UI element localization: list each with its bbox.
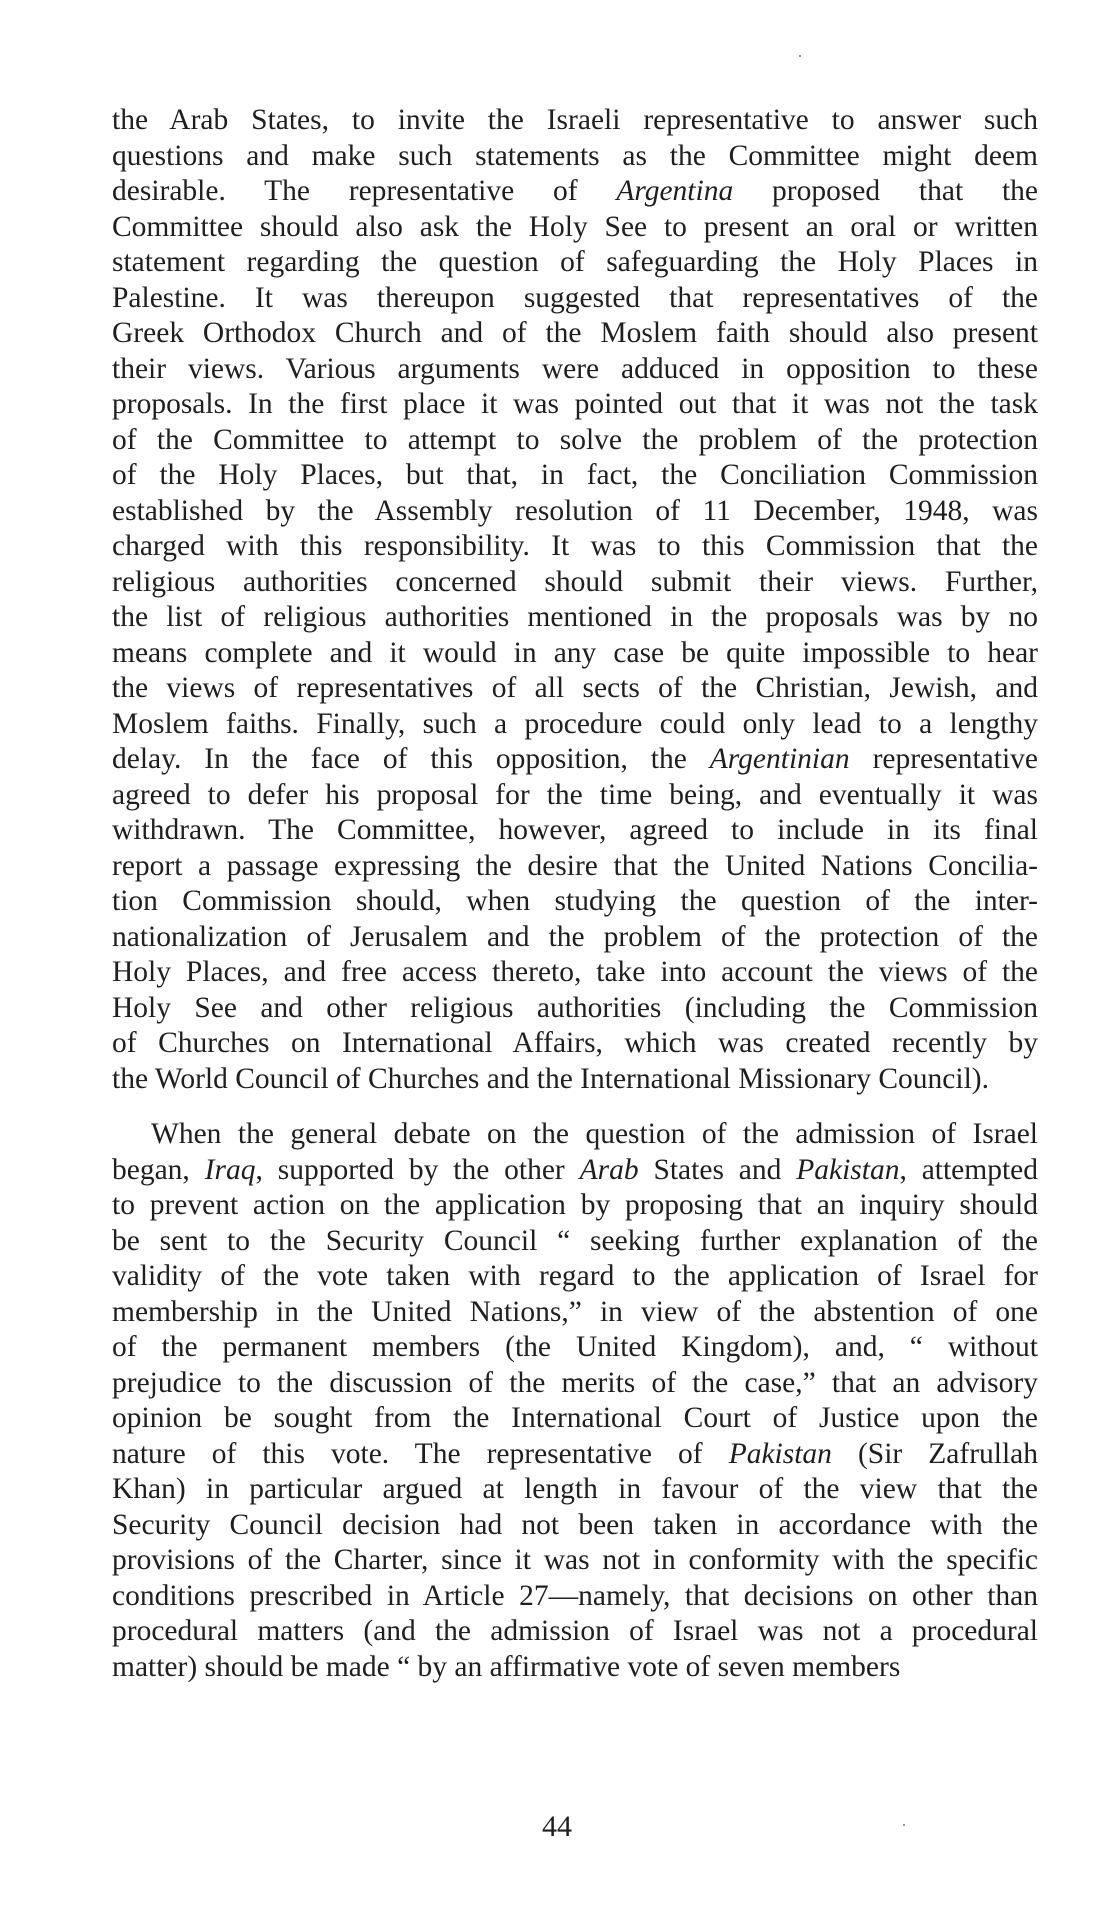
text-line: opinion be sought from the International Court of Justice upon the — [112, 1402, 1038, 1434]
paper-speck — [799, 55, 801, 57]
text-line: tion Commission should, when studying the question of the inter- — [112, 885, 1038, 917]
page-number: 44 — [542, 1810, 572, 1843]
text-line: religious authorities concerned should submit their views. Further, — [112, 565, 1038, 598]
text-line: means complete and it would in any case be quite impossible to hear — [112, 636, 1038, 669]
text-line: Palestine. It was thereupon suggested that representatives of the — [112, 281, 1038, 314]
text-line: When the general debate on the question of the admission of Israel — [151, 1118, 1038, 1150]
text-line: Khan) in particular argued at length in favour of the view that the — [112, 1473, 1038, 1505]
paragraph-2 — [112, 1117, 1038, 1685]
text-line: desirable. The representative of Argentina proposed that the — [112, 175, 1038, 207]
text-line: membership in the United Nations,” in view of the abstention of one — [112, 1295, 1038, 1328]
text-line: the list of religious authorities mentioned in the proposals was by no — [112, 601, 1038, 633]
paragraph-gap — [112, 1097, 1038, 1117]
text-line: proposals. In the first place it was pointed out that it was not the task — [112, 388, 1038, 420]
text-line: the views of representatives of all sects of the Christian, Jewish, and — [112, 672, 1038, 704]
text-line: Holy Places, and free access thereto, take into account the views of the — [112, 956, 1038, 988]
text-line: of the Holy Places, but that, in fact, the Conciliation Commission — [112, 459, 1038, 491]
text-line: Committee should also ask the Holy See to present an oral or written — [112, 210, 1038, 243]
text-line: of the Committee to attempt to solve the problem of the protection — [112, 423, 1038, 456]
text-line: statement regarding the question of safeguarding the Holy Places in — [112, 246, 1038, 278]
text-line: withdrawn. The Committee, however, agreed to include in its final — [112, 814, 1038, 846]
text-line: began, Iraq, supported by the other Arab States and Pakistan, attempted — [112, 1153, 1039, 1186]
text-line: their views. Various arguments were adduced in opposition to these — [112, 352, 1038, 385]
text-line: Moslem faiths. Finally, such a procedure could only lead to a lengthy — [112, 707, 1038, 740]
text-line: report a passage expressing the desire that the United Nations Concilia- — [112, 849, 1038, 882]
text-line: the Arab States, to invite the Israeli representative to answer such — [112, 104, 1038, 136]
text-line: established by the Assembly resolution of 11 December, 1948, was — [112, 494, 1038, 527]
text-line: procedural matters (and the admission of Israel was not a procedural — [112, 1615, 1038, 1647]
text-line: prejudice to the discussion of the merits of the case,” that an advisory — [112, 1366, 1038, 1399]
text-line: nationalization of Jerusalem and the problem of the protection of the — [112, 920, 1038, 953]
text-line: of Churches on International Affairs, which was created recently by — [112, 1027, 1038, 1059]
body-text — [112, 103, 1038, 1685]
text-line: of the permanent members (the United Kingdom), and, “ without — [112, 1331, 1038, 1363]
text-line: delay. In the face of this opposition, the Argentinian representative — [112, 743, 1038, 775]
text-line: agreed to defer his proposal for the time being, and eventually it was — [112, 778, 1038, 811]
text-line: Security Council decision had not been taken in accordance with the — [112, 1508, 1038, 1541]
text-line: conditions prescribed in Article 27—namely, that decisions on other than — [112, 1579, 1038, 1612]
text-line: questions and make such statements as the Committee might deem — [112, 139, 1038, 172]
text-line: provisions of the Charter, since it was not in conformity with the specific — [112, 1544, 1038, 1576]
paragraph-1 — [112, 103, 1038, 1097]
text-line: nature of this vote. The representative of Pakistan (Sir Zafrullah — [112, 1437, 1039, 1470]
text-line: to prevent action on the application by proposing that an inquiry should — [112, 1189, 1038, 1221]
text-line: validity of the vote taken with regard to the application of Israel for — [112, 1260, 1038, 1292]
text-line: be sent to the Security Council “ seeking further explanation of the — [112, 1224, 1038, 1257]
text-line: Holy See and other religious authorities (including the Commission — [112, 991, 1038, 1024]
text-line: matter) should be made “ by an affirmative vote of seven members — [112, 1650, 901, 1683]
text-line: Greek Orthodox Church and of the Moslem faith should also present — [112, 317, 1038, 349]
text-line: charged with this responsibility. It was to this Commission that the — [112, 530, 1038, 562]
text-line: the World Council of Churches and the International Missionary Council). — [112, 1062, 989, 1095]
